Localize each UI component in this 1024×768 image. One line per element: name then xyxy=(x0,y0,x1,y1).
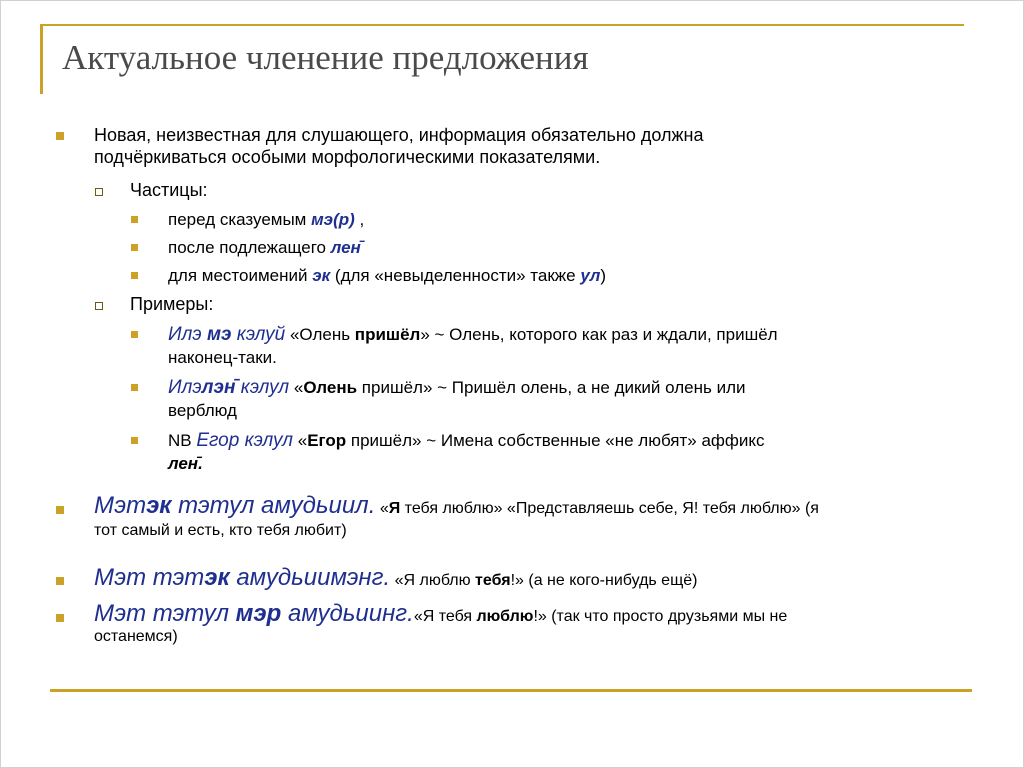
sentence-marker: эк xyxy=(146,492,172,519)
example-emphasis: Олень xyxy=(303,378,358,397)
bullet-icon xyxy=(56,132,64,140)
example-lang: кэлуй xyxy=(231,324,286,345)
example-quote: пришёл» ~ Пришёл олень, а не дикий олень или xyxy=(357,378,746,397)
example-marker: лэн̄ xyxy=(201,377,236,398)
example-nb: NB xyxy=(168,431,197,450)
example-emphasis: пришёл xyxy=(354,325,421,344)
example-1 xyxy=(168,323,958,369)
sentence-emphasis: люблю xyxy=(476,608,534,625)
example-quote: « xyxy=(289,378,304,397)
example-quote: «Олень xyxy=(285,325,355,344)
bullet-icon xyxy=(56,577,64,585)
sentence-3 xyxy=(94,600,964,646)
example-quote: » ~ Олень, которого как раз и ждали, пришёл xyxy=(420,325,778,344)
bullet-icon xyxy=(56,614,64,622)
example-3 xyxy=(168,429,958,475)
intro-line-2: подчёркиваться особыми морфологическими показателями. xyxy=(94,147,601,167)
sentence-1-line-1 xyxy=(94,492,964,520)
bullet-icon xyxy=(131,437,138,444)
bullet-icon xyxy=(131,244,138,251)
particle-text: перед сказуемым xyxy=(168,210,312,229)
bullet-icon xyxy=(131,216,138,223)
top-rule xyxy=(40,24,964,26)
checkbox-bullet-icon xyxy=(95,188,103,196)
particle-text: после подлежащего xyxy=(168,238,331,257)
sentence-text: !» (а не кого-нибудь ещё) xyxy=(510,572,698,589)
example-lang: кэлул xyxy=(235,377,290,398)
example-1-line-2: наконец-таки. xyxy=(168,348,277,367)
sentence-1-line-2: тот самый и есть, кто тебя любит) xyxy=(94,522,347,539)
bullet-icon xyxy=(56,506,64,514)
particle-mid: (для «невыделенности» также xyxy=(330,266,581,285)
particle-marker: мэ(р) xyxy=(311,210,355,229)
particle-marker-2: ул xyxy=(580,266,601,285)
sentence-text: «Я люблю xyxy=(390,572,476,589)
bullet-icon xyxy=(131,272,138,279)
particle-text: для местоимений xyxy=(168,266,313,285)
example-marker: мэ xyxy=(206,324,232,345)
sentence-lang: Мэт тэтул xyxy=(94,600,236,627)
checkbox-bullet-icon xyxy=(95,302,103,310)
sentence-emphasis: Я xyxy=(388,500,401,517)
particle-tail: ) xyxy=(600,266,607,285)
particle-item-2 xyxy=(168,236,361,259)
sentence-lang: амудьиинг. xyxy=(281,600,414,627)
sentence-3-line-1 xyxy=(94,600,964,628)
sentence-text: « xyxy=(375,500,389,517)
examples-heading: Примеры: xyxy=(130,294,214,314)
sentence-lang: Мэт тэт xyxy=(94,564,205,591)
sentence-marker: мэр xyxy=(235,600,282,627)
example-2-line-1 xyxy=(168,376,958,399)
intro-text xyxy=(94,124,703,168)
bullet-icon xyxy=(131,384,138,391)
particle-item-3 xyxy=(168,264,606,287)
bullet-icon xyxy=(131,331,138,338)
example-2-line-2: верблюд xyxy=(168,401,237,420)
example-lang: Егор кэлул xyxy=(196,430,293,451)
sentence-lang: тэтул амудьиил. xyxy=(171,492,376,519)
sentence-3-line-2: останемся) xyxy=(94,628,178,645)
particles-heading: Частицы: xyxy=(130,180,208,200)
slide-title: Актуальное членение предложения xyxy=(62,38,589,77)
example-2 xyxy=(168,376,958,422)
sentence-text: !» (так что просто друзьями мы не xyxy=(533,608,788,625)
sentence-lang: амудьиимэнг. xyxy=(229,564,391,591)
example-quote: пришёл» ~ Имена собственные «не любят» аффикс xyxy=(346,431,765,450)
example-1-line-1 xyxy=(168,323,958,346)
sentence-1 xyxy=(94,492,964,540)
example-3-line-2: лен̄. xyxy=(168,454,203,473)
sentence-2 xyxy=(94,564,964,592)
sentence-emphasis: тебя xyxy=(475,572,511,589)
particle-marker: эк xyxy=(312,266,331,285)
left-rule xyxy=(40,24,43,94)
sentence-lang: Мэт xyxy=(94,492,147,519)
example-lang: Илэ xyxy=(168,324,207,345)
example-emphasis: Егор xyxy=(307,431,347,450)
particle-item-1 xyxy=(168,208,364,231)
example-lang: Илэ xyxy=(168,377,202,398)
sentence-text: «Я тебя xyxy=(413,608,477,625)
intro-line-1: Новая, неизвестная для слушающего, информация обязательно должна xyxy=(94,125,704,145)
sentence-text: тебя люблю» «Представляешь себе, Я! тебя люблю» (я xyxy=(400,500,819,517)
particle-marker: лен̄ xyxy=(330,238,361,257)
sentence-marker: эк xyxy=(204,564,230,591)
bottom-rule xyxy=(50,689,972,692)
example-3-line-1 xyxy=(168,429,958,452)
particle-tail: , xyxy=(354,210,365,229)
example-quote: « xyxy=(293,431,308,450)
